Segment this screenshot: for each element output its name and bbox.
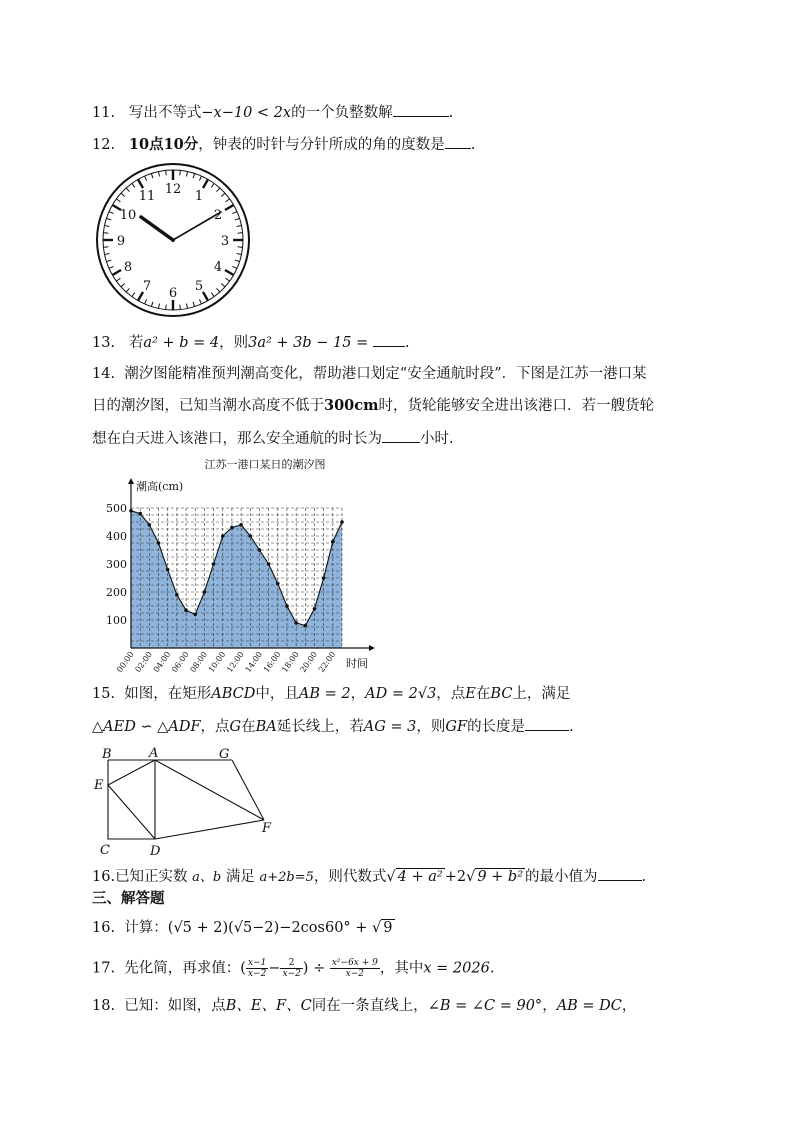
sqrt-9: √ 9	[372, 920, 393, 936]
clock-tick	[238, 233, 243, 234]
fraction-1	[246, 958, 268, 979]
tide-point	[184, 608, 188, 612]
question-text: 延长线上，若	[276, 719, 364, 735]
question-end: .	[641, 869, 647, 885]
question-text: 已知：如图，点	[124, 998, 226, 1014]
tide-point	[267, 562, 271, 566]
separator: ，	[350, 686, 366, 702]
label-e: E	[94, 778, 104, 793]
x-tick-label: 12:00	[225, 649, 246, 674]
ad-length: AD = 2√3	[365, 686, 437, 702]
clock-numeral: 8	[123, 260, 133, 275]
clock-tick	[103, 233, 108, 234]
tide-point	[304, 624, 308, 628]
x-tick-label: 10:00	[206, 649, 228, 674]
question-13	[92, 332, 409, 353]
tide-point	[248, 534, 252, 538]
tide-area	[131, 511, 342, 648]
question-11	[92, 102, 453, 123]
geometry-figure	[92, 744, 282, 860]
tide-point	[322, 576, 326, 580]
y-tick-label: 300	[106, 558, 127, 571]
clock-numeral: 2	[213, 208, 223, 223]
question-text: 满足	[225, 869, 255, 885]
question-text: ，则代数式	[313, 869, 387, 885]
y-axis-label: 潮高(cm)	[136, 480, 184, 493]
question-text: ，点	[436, 686, 466, 702]
tide-point	[239, 523, 243, 527]
fraction-3	[330, 958, 380, 979]
clock-tick	[180, 305, 181, 310]
tide-point	[276, 582, 280, 586]
clock-numeral: 12	[164, 182, 182, 197]
radical-2: √ 9 + b²	[466, 869, 524, 885]
question-text: ，点	[200, 719, 230, 735]
question-text: 日的潮汐图，已知当潮水高度不低于	[92, 398, 324, 414]
x-tick-label: 18:00	[280, 649, 301, 674]
question-text: 的一个负整数解	[291, 105, 393, 121]
tide-point	[157, 541, 161, 545]
clock-numeral: 4	[213, 260, 223, 275]
question-end: .	[404, 335, 410, 351]
calc-expression: (√5 + 2)(√5−2)−2cos60° +	[167, 920, 373, 936]
label-c: C	[100, 843, 110, 858]
question-end: .	[489, 960, 495, 977]
question-14-line-2	[92, 396, 654, 416]
question-17: 17. 先化简，再求值：( $\frac{x-1}{x-2}$ − $\frac{2}{x-2}$ ) ÷ $\frac{\text{x²−6x + 9}}{x-2}$ ，其中x = 2026.	[92, 958, 495, 979]
height-threshold: 300cm	[324, 397, 379, 414]
clock-figure	[94, 160, 256, 318]
question-label: 计算：	[124, 920, 168, 936]
question-end: .	[470, 137, 476, 153]
label-f: F	[262, 821, 272, 836]
segment-ba: BA	[255, 719, 277, 735]
denominator: x−2	[345, 969, 365, 979]
tide-point	[285, 604, 289, 608]
question-text: ，钟表的时针与分针所成的角的度数是	[198, 137, 445, 153]
question-number: 16.	[92, 869, 116, 885]
time-text: 10点10分	[128, 136, 199, 153]
question-label: 先化简，再求值：	[124, 960, 241, 977]
x-tick-label: 20:00	[298, 649, 320, 674]
clock-numeral: 5	[194, 279, 204, 295]
question-text: 小时.	[420, 431, 454, 447]
radicand-1: 4 + a²	[397, 869, 443, 885]
clock-numeral: 11	[138, 188, 156, 204]
clock-tick	[166, 305, 167, 310]
clock-numeral: 6	[168, 286, 178, 301]
chart-title: 江苏一港口某日的潮汐图	[204, 458, 326, 471]
question-number: 17.	[92, 960, 116, 977]
clock-numeral: 7	[142, 279, 152, 295]
answer-blank[interactable]	[525, 716, 569, 731]
condition-expression: a² + b = 4	[143, 335, 220, 351]
clock-numeral: 1	[194, 188, 204, 204]
x-axis-label: 时间	[346, 657, 368, 670]
question-14-line-3	[92, 428, 454, 449]
tide-point	[340, 520, 344, 524]
radical-1: √ 4 + a²	[386, 869, 443, 885]
question-text: 在	[475, 686, 491, 702]
x-tick-label: 14:00	[243, 649, 265, 674]
question-12	[92, 134, 475, 155]
tide-point	[193, 613, 197, 617]
tide-point	[294, 621, 298, 625]
numerator: x−1	[247, 958, 267, 968]
tide-point	[331, 540, 335, 544]
question-15-line-2	[92, 716, 574, 737]
answer-blank[interactable]	[373, 332, 405, 347]
ab-length: AB = 2	[298, 686, 351, 702]
question-14-line-1	[92, 364, 647, 384]
question-end: .	[448, 105, 454, 121]
clock-tick	[103, 247, 108, 248]
point-e: E	[465, 686, 476, 702]
point-g: G	[229, 719, 242, 735]
segment-bc: BC	[490, 686, 513, 702]
x-tick-label: 16:00	[261, 649, 283, 674]
tide-point	[166, 568, 170, 572]
numerator: x²−6x + 9	[331, 958, 378, 968]
clock-tick	[238, 247, 243, 248]
question-text: 已知正实数	[115, 869, 188, 885]
question-text: 在	[241, 719, 256, 735]
ag-length: AG = 3	[363, 719, 417, 735]
question-number: 14.	[92, 366, 116, 382]
variables: a、b	[192, 870, 222, 885]
question-text: 写出不等式	[128, 105, 202, 121]
divide-sign: ÷	[313, 960, 326, 977]
question-end: .	[569, 719, 574, 735]
question-text: ，其中	[379, 960, 424, 977]
clock-numeral: 3	[220, 234, 230, 249]
section-heading: 三、解答题	[92, 891, 165, 907]
question-number: 13.	[92, 335, 116, 351]
question-18	[92, 996, 636, 1016]
tide-chart	[100, 452, 390, 674]
denominator: x−2	[282, 969, 301, 979]
denominator: x−2	[247, 969, 267, 979]
radicand-9: 9	[383, 920, 393, 936]
label-g: G	[219, 747, 230, 762]
inequality-expression: −x−10 < 2x	[201, 105, 292, 121]
condition: a+2b=5	[259, 870, 314, 885]
x-axis-arrow	[369, 645, 375, 651]
x-tick-label: 06:00	[170, 649, 191, 674]
x-tick-label: 02:00	[133, 649, 154, 674]
question-text: ，则	[219, 335, 249, 351]
equal-condition: AB = DC	[556, 998, 622, 1014]
tide-point	[313, 607, 317, 611]
question-text: 的最小值为	[525, 869, 598, 885]
y-tick-label: 400	[106, 530, 127, 543]
question-16b	[92, 918, 395, 938]
question-text: 想在白天进入该港口，那么安全通航的时长为	[92, 431, 382, 447]
question-text: 中，且	[255, 686, 299, 702]
y-axis-arrow	[128, 478, 134, 484]
question-text: 的长度是	[467, 719, 526, 735]
clock-tick	[180, 170, 181, 175]
label-a: A	[149, 746, 159, 761]
plus-sign: +2	[444, 869, 467, 885]
y-tick-label: 500	[106, 502, 127, 515]
question-text: 潮汐图能精准预判潮高变化，帮助港口划定“安全通航时段”．下图是江苏一港口某	[124, 366, 647, 382]
x-tick-label: 04:00	[151, 649, 173, 674]
question-text: 如图，在矩形	[124, 686, 212, 702]
tide-point	[230, 526, 234, 530]
question-text: 同在一条直线上，	[311, 998, 428, 1014]
label-d: D	[150, 844, 161, 859]
clock-numeral: 10	[119, 208, 137, 223]
fraction-2	[280, 958, 302, 979]
question-text: ，则	[416, 719, 446, 735]
question-number: 15.	[92, 686, 116, 702]
target-expression: 3a² + 3b − 15 =	[248, 335, 369, 351]
answer-blank[interactable]	[382, 428, 420, 443]
x-tick-label: 00:00	[115, 649, 136, 674]
tide-point	[175, 593, 179, 597]
tide-point	[203, 590, 207, 594]
y-tick-label: 100	[106, 614, 127, 627]
tide-point	[148, 523, 152, 527]
x-tick-label: 22:00	[316, 649, 338, 674]
points: B、E、F、C	[225, 998, 312, 1014]
question-number: 18.	[92, 998, 116, 1014]
answer-blank[interactable]	[393, 102, 449, 117]
question-text: 上，满足	[512, 686, 571, 702]
label-b: B	[102, 747, 112, 762]
numerator: 2	[280, 958, 302, 969]
radicand-2: 9 + b²	[477, 869, 524, 885]
segment-gf: GF	[445, 719, 468, 735]
tide-point	[258, 548, 262, 552]
question-end: ，	[621, 998, 637, 1014]
answer-blank[interactable]	[445, 134, 471, 149]
y-tick-label: 200	[106, 586, 127, 599]
question-text: 时，货轮能够安全进出该港口．若一艘货轮	[378, 398, 654, 414]
x-value: x = 2026	[423, 960, 490, 977]
question-number: 11.	[92, 105, 116, 121]
similarity-condition: △AED ∽ △ADF	[92, 719, 201, 735]
separator: ，	[542, 998, 557, 1014]
question-text: 若	[128, 335, 144, 351]
tide-point	[212, 562, 216, 566]
tide-point	[138, 512, 142, 516]
minus-sign: −	[268, 960, 281, 977]
rectangle-name: ABCD	[211, 686, 256, 702]
question-16a	[92, 866, 646, 888]
question-number: 12.	[92, 137, 116, 153]
answer-blank[interactable]	[598, 866, 642, 881]
question-15-line-1	[92, 684, 570, 704]
clock-numeral: 9	[116, 234, 126, 249]
question-number: 16.	[92, 920, 116, 936]
angle-condition: ∠B = ∠C = 90°	[427, 998, 543, 1014]
clock-tick	[166, 170, 167, 175]
tide-point	[221, 534, 225, 538]
x-tick-label: 08:00	[188, 649, 210, 674]
